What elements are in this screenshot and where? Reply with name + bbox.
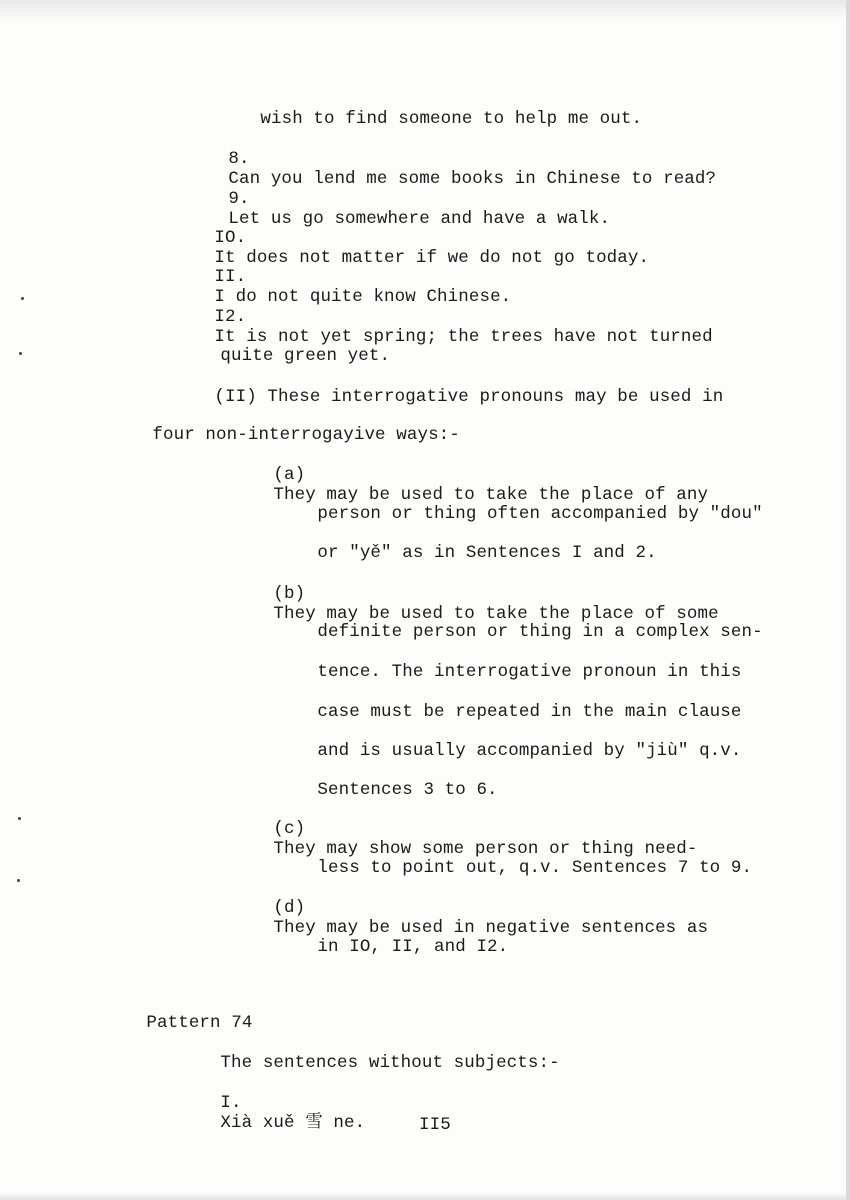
text-line bbox=[275, 523, 657, 563]
text-line bbox=[275, 642, 742, 682]
text-line bbox=[275, 484, 763, 524]
section-ii-intro bbox=[172, 367, 724, 407]
line-text: Let us go somewhere and have a walk. bbox=[228, 209, 611, 229]
line-text: less to point out, q.v. Sentences 7 to 9. bbox=[317, 858, 753, 878]
item-number: 8. bbox=[228, 149, 250, 169]
line-text: (II) These interrogative pronouns may be used in bbox=[214, 387, 724, 407]
line-text: It does not matter if we do not go today. bbox=[214, 248, 650, 268]
text-line bbox=[275, 602, 763, 642]
text-line bbox=[178, 1033, 560, 1073]
line-text: person or thing often accompanied by "dou" bbox=[317, 504, 763, 524]
text-line bbox=[178, 326, 391, 366]
sentence-9 bbox=[186, 169, 611, 229]
scan-speck bbox=[21, 297, 24, 300]
scan-speck bbox=[17, 879, 20, 882]
line-text: case must be repeated in the main clause bbox=[317, 702, 742, 722]
line-text: I do not quite know Chinese. bbox=[214, 287, 512, 307]
item-label: (c) bbox=[273, 819, 306, 839]
line-text: or "yě" as in Sentences I and 2. bbox=[317, 543, 657, 563]
line-text: definite person or thing in a complex sen- bbox=[317, 622, 763, 642]
line-text: They may be used to take the place of any bbox=[273, 485, 709, 505]
item-number: 9. bbox=[228, 189, 250, 209]
item-number: II. bbox=[214, 267, 247, 287]
item-number: I. bbox=[220, 1093, 242, 1113]
scan-speck bbox=[19, 352, 22, 355]
scan-speck bbox=[18, 817, 21, 820]
sentence-8 bbox=[186, 129, 717, 189]
line-text: wish to find someone to help me out. bbox=[260, 109, 643, 129]
line-text: Can you lend me some books in Chinese to read? bbox=[228, 169, 717, 189]
item-label: (d) bbox=[273, 898, 306, 918]
line-text: Pattern 74 bbox=[146, 1013, 253, 1033]
page-number: II5 bbox=[419, 1115, 451, 1135]
item-label: (a) bbox=[273, 465, 306, 485]
text-line bbox=[275, 760, 498, 800]
sentence-10 bbox=[172, 208, 650, 268]
line-text: four non-interrogayive ways:- bbox=[152, 425, 460, 445]
sentence-12 bbox=[172, 287, 713, 347]
point-d bbox=[231, 878, 709, 938]
scan-edge-right bbox=[846, 0, 850, 1200]
text-line bbox=[110, 405, 460, 445]
point-a bbox=[231, 445, 709, 505]
line-text: Sentences 3 to 6. bbox=[317, 780, 498, 800]
scan-edge-bottom bbox=[0, 1192, 850, 1200]
text-line bbox=[275, 721, 742, 761]
line-text: Xià xuě 雪 ne. bbox=[220, 1113, 366, 1133]
line-text: in IO, II, and I2. bbox=[317, 937, 509, 957]
pattern-heading bbox=[104, 993, 253, 1033]
item-label: (b) bbox=[273, 584, 306, 604]
line-text: They may show some person or thing need- bbox=[273, 839, 698, 859]
point-b bbox=[231, 564, 719, 624]
point-c bbox=[231, 799, 698, 859]
line-text: tence. The interrogative pronoun in this bbox=[317, 662, 742, 682]
text-line bbox=[275, 917, 509, 957]
text-line bbox=[275, 682, 742, 722]
sentence-11 bbox=[172, 247, 512, 307]
line-text: It is not yet spring; the trees have not turned bbox=[214, 327, 713, 347]
example-sentence-1 bbox=[178, 1073, 366, 1133]
item-number: I2. bbox=[214, 307, 247, 327]
item-number: IO. bbox=[214, 228, 247, 248]
text-line bbox=[218, 89, 643, 129]
line-text: They may be used in negative sentences as bbox=[273, 918, 709, 938]
line-text: They may be used to take the place of some bbox=[273, 604, 719, 624]
text-line bbox=[275, 838, 753, 878]
line-text: quite green yet. bbox=[220, 346, 391, 366]
line-text: and is usually accompanied by "jiù" q.v. bbox=[317, 741, 742, 761]
line-text: The sentences without subjects:- bbox=[220, 1053, 560, 1073]
scan-edge-top bbox=[0, 0, 850, 22]
